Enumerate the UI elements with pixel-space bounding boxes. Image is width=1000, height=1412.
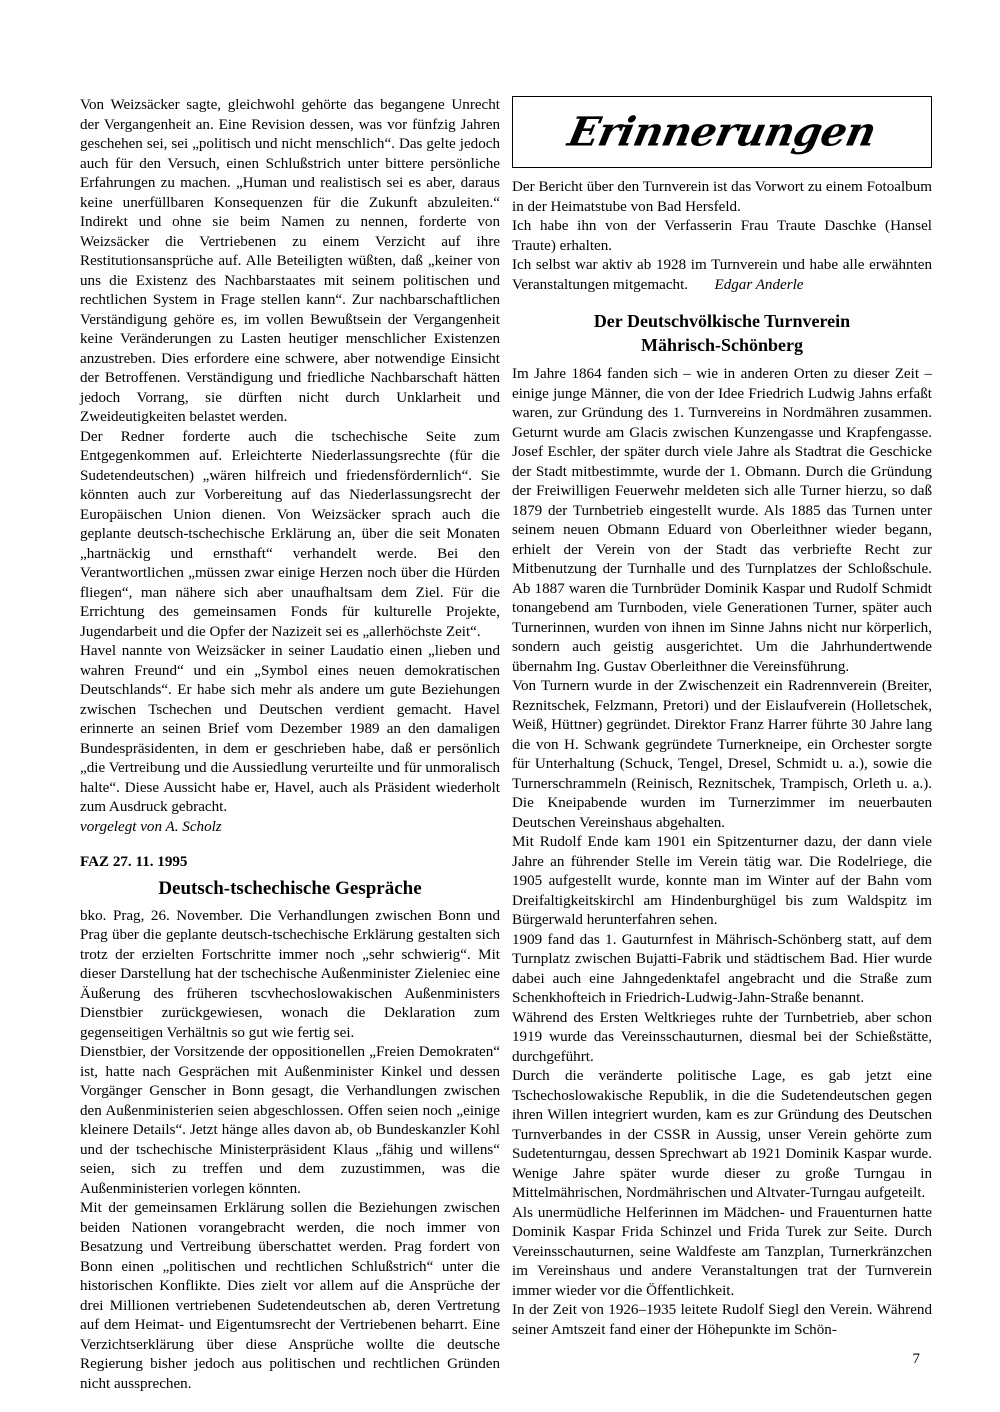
paragraph: Durch die veränderte politische Lage, es gab jetzt eine Tschechoslowakische Republik, in die die Sudetendeutschen gegen ihren Willen integriert wurden, kam es zur Gründung des Deutschen Turnverbandes in der CSSR in Aussig, unser Verein gehörte zum Sudetenturngau, dessen Sprechwart ab 1921 Dominik Kaspar wurde. Wenige Jahre später wurde dieser zu große Turngau in Mittelmährischen, Nordmährischen und Altvater-Turngau aufgeteilt. (512, 1068, 932, 1201)
paragraph: Dienstbier, der Vorsitzende der oppositionellen „Freien Demokraten“ ist, hatte nach Gesprächen mit Außenminister Kinkel und dessen Vorgänger Genscher in Bonn gesagt, die Verhandlungen zwischen den Außenministerien seien abgeschlossen. Offen seien noch „einige kleinere Details“. Jetzt hänge alles davon ab, ob Bundeskanzler Kohl und der tschechische Ministerpräsident Klaus „fähig und willens“ seien, sich zu treffen und dem zuzustimmen, was die Außenministerien vorlegen könnten. (80, 1044, 500, 1197)
paragraph: Mit Rudolf Ende kam 1901 ein Spitzenturner dazu, der dann viele Jahre an führender Stelle im Verein tätig war. Die Rodelriege, die 1905 aufgestellt wurde, konnte man im Winter auf der Bahn vom Dreifaltigkeitskirchl am Hindenburghügel bis zum Waldspitz im Bürgerwald herunterfahren sehen. (512, 834, 932, 928)
article-title-line-2: Mährisch-Schönberg (641, 335, 803, 355)
paragraph: Mit der gemeinsamen Erklärung sollen die Beziehungen zwischen beiden Nationen vorangebracht werden, die noch immer von Besatzung und Vertreibung überschattet werden. Prag fordert von Bonn einen „politischen und rechtlichen Schlußstrich“ unter die historischen Konflikte. Dies zielt vor allem auf die Ansprüche der drei Millionen vertriebenen Sudetendeutschen ab, deren Vertretung auf dem Heimat- und Eigentumsrecht der Vertriebenen beharrt. Eine Verzichtserklärung über diese Ansprüche wollte die deutsche Regierung bisher jedoch aus politischen und rechtlichen Gründen nicht aussprechen. (80, 1200, 500, 1392)
paragraph: Von Weizsäcker sagte, gleichwohl gehörte das begangene Unrecht der Vergangenheit an. Eine Revision dessen, was vor fünfzig Jahren geschehen sei, sei „politisch und nicht menschlich“. Das gelte jedoch auch für den Versuch, einen Schlußstrich unter bittere persönliche Erfahrungen zu machen. „Human und realistisch sei es aber, daraus keine unerfüllbaren Konsequenzen für die Zukunft abzuleiten.“ Indirekt und ohne sie beim Namen zu nennen, forderte von Weizsäcker die Vertriebenen zu einem Verzicht auf ihre Restitutionsansprüche auf. Alle Beteiligten wüßten, daß „keiner von uns die Existenz des Nachbarstaates mit seinem politischen und rechtlichen System in Frage stellen kann“. Zur nachbarschaftlichen Verständigung gehöre es, im vollen Bewußtsein der Vergangenheit keine Veränderungen zu Lasten heutiger menschlicher Existenzen anzustreben. Dies erfordere eine schwere, aber notwendige Einsicht der Betroffenen. Verständigung und friedliche Nachbarschaft hätten jedoch Vorrang, sie dürften nicht durch Unklarheit und Zweideutigkeiten belastet werden. (80, 97, 500, 425)
paragraph: Während des Ersten Weltkrieges ruhte der Turnbetrieb, aber schon 1919 wurde das Vereinsschauturnen, diesmal bei der Schießstätte, durchgeführt. (512, 1009, 932, 1065)
paragraph: Von Turnern wurde in der Zwischenzeit ein Radrennverein (Breiter, Reznitschek, Felzmann, Pretori) und der Eislaufverein (Holletschek, Weiß, Hüttner) gegründet. Direktor Franz Harrer führte 30 Jahre lang die von H. Schwank gegründete Turnerkneipe, ein Orchester sorgte für Unterhaltung (Schuck, Tengel, Dresel, Schmidt u. a.), sowie die Turnerschrammeln (Reinisch, Reznitschek, Trampisch, Orleth u. a.). Die Kneipabende wurden im Turnerzimmer im neuerbauten Deutschen Vereinshaus abgehalten. (512, 678, 932, 831)
paragraph: Havel nannte von Weizsäcker in seiner Laudatio einen „lieben und wahren Freund“ und ein „Symbol eines neuen demokratischen Deutschlands“. Er habe sich mehr als andere um gute Beziehungen zwischen Tschechen und Deutschen verdient gemacht. Havel erinnerte an seinen Brief vom Dezember 1989 an den damaligen Bundespräsidenten, in dem er geschrieben habe, daß er persönlich „die Vertreibung und die Aussiedlung verurteilte und für unmoralisch halte“. Diese Aussicht habe er, Havel, auch als Präsident wiederholt zum Ausdruck gebracht. (80, 643, 500, 815)
intro-text: Ich selbst war aktiv ab 1928 im Turnverein und habe alle erwähnten Veranstaltungen mitgemacht. (512, 257, 932, 293)
paragraph: Der Bericht über den Turnverein ist das Vorwort zu einem Fotoalbum in der Heimatstube von Bad Hersfeld. (512, 179, 932, 215)
source-line: FAZ 27. 11. 1995 (80, 854, 188, 870)
article-title: Deutsch-tschechische Gespräche (158, 877, 422, 899)
article-title (512, 309, 932, 357)
paragraph: 1909 fand das 1. Gauturnfest in Mährisch-Schönberg statt, auf dem Turnplatz zwischen Bujatti-Fabrik und städtischem Bad. Hier wurde dabei auch eine Jahngedenktafel angebracht und die Straße zum Schenkhofteich in Friedrich-Ludwig-Jahn-Straße benannt. (512, 931, 932, 1006)
right-column (512, 96, 932, 1340)
page-number: 7 (912, 1351, 920, 1367)
paragraph: Als unermüdliche Helferinnen im Mädchen- und Frauenturnen hatte Dominik Kaspar Frida Schinzel und Frida Turek zur Seite. Durch Vereinsschauturnen, seine Waldfeste am Tanzplan, Turnerkränzchen im Vereinshaus und andere Veranstaltungen trat der Turnverein immer wieder vor die Öffentlichkeit. (512, 1204, 932, 1299)
paragraph: Der Redner forderte auch die tschechische Seite zum Entgegenkommen auf. Erleichterte Niederlassungsrechte (für die Sudetendeutschen) „wären hilfreich und friedensfördernlich“. Sie könnten auch zur Vorbereitung auf das Niederlassungsrecht der Europäischen Union dienen. Von Weizsäcker sprach auch die geplante deutsch-tschechische Erklärung an, über die seit Monaten „hartnäckig und ernsthaft“ verhandelt werde. Bei den Verantwortlichen „müssen zwar einige Herzen noch über die Hürden fliegen“, man nähere sich aber unaufhaltsam dem Ziel. Für die Errichtung des gemeinsamen Fonds für kulturelle Projekte, Jugendarbeit und die Opfer der Nazizeit sei es „allerhöchste Zeit“. (80, 428, 500, 640)
masthead-title: Erinnerungen (563, 108, 881, 156)
intro-signature: Edgar Anderle (714, 276, 804, 293)
article-title-line-1: Der Deutschvölkische Turnverein (593, 311, 851, 331)
byline: vorgelegt von A. Scholz (80, 818, 222, 835)
paragraph (512, 256, 932, 295)
paragraph: In der Zeit von 1926–1935 leitete Rudolf Siegl den Verein. Während seiner Amtszeit fand einer der Höhepunkte im Schön- (512, 1302, 932, 1338)
masthead-box (512, 96, 932, 168)
paragraph: Im Jahre 1864 fanden sich – wie in anderen Orten zu dieser Zeit – einige junge Männer, die von der Idee Friedrich Ludwig Jahns erfaßt waren, zur Gründung des 1. Turnvereins in Nordmähren zusammen. Geturnt wurde am Glacis zwischen Kunzengasse und Krapfengasse. Josef Eschler, der später durch viele Jahre als Stadtrat die Geschicke der Stadt mitbestimmte, wurde der 1. Obmann. Durch die Gründung der Freiwilligen Feuerwehr meldeten sich alle Turner hierzu, so daß 1879 der Turnbetrieb eingestellt wurde. Als 1885 das Turnen unter seinem neuen Obmann Eduard von Oberleithner wieder begann, erhielt der Verein von der Stadt das verbriefte Recht zur Mitbenutzung der Turnhalle und des Turnplatzes der Schloßschule. Ab 1887 waren die Turnbrüder Dominik Kaspar und Rudolf Schmidt tonangebend am Turnboden, viele Generationen Turner, später auch Turnerinnen, wurden von ihnen im Sinne Jahns nicht nur körperlich, sondern auch geistig ausgerichtet. Um die Jahrhundertwende übernahm Ing. Gustav Oberleithner die Vereinsführung. (512, 366, 932, 675)
paragraph: bko. Prag, 26. November. Die Verhandlungen zwischen Bonn und Prag über die geplante deutsch-tschechische Erklärung gestalten sich trotz der erzielten Fortschritte immer noch „sehr schwierig“. Mit dieser Darstellung hat der tschechische Außenminister Zieleniec eine Äußerung des früheren tscvhechoslowakischen Außenministers Dienstbier zurückgewiesen, wonach die Deklaration zum gegenseitigen Verhältnis so gut wie fertig sei. (80, 907, 500, 1041)
paragraph: Ich habe ihn von der Verfasserin Frau Traute Daschke (Hansel Traute) erhalten. (512, 218, 932, 254)
left-column (80, 96, 500, 1394)
